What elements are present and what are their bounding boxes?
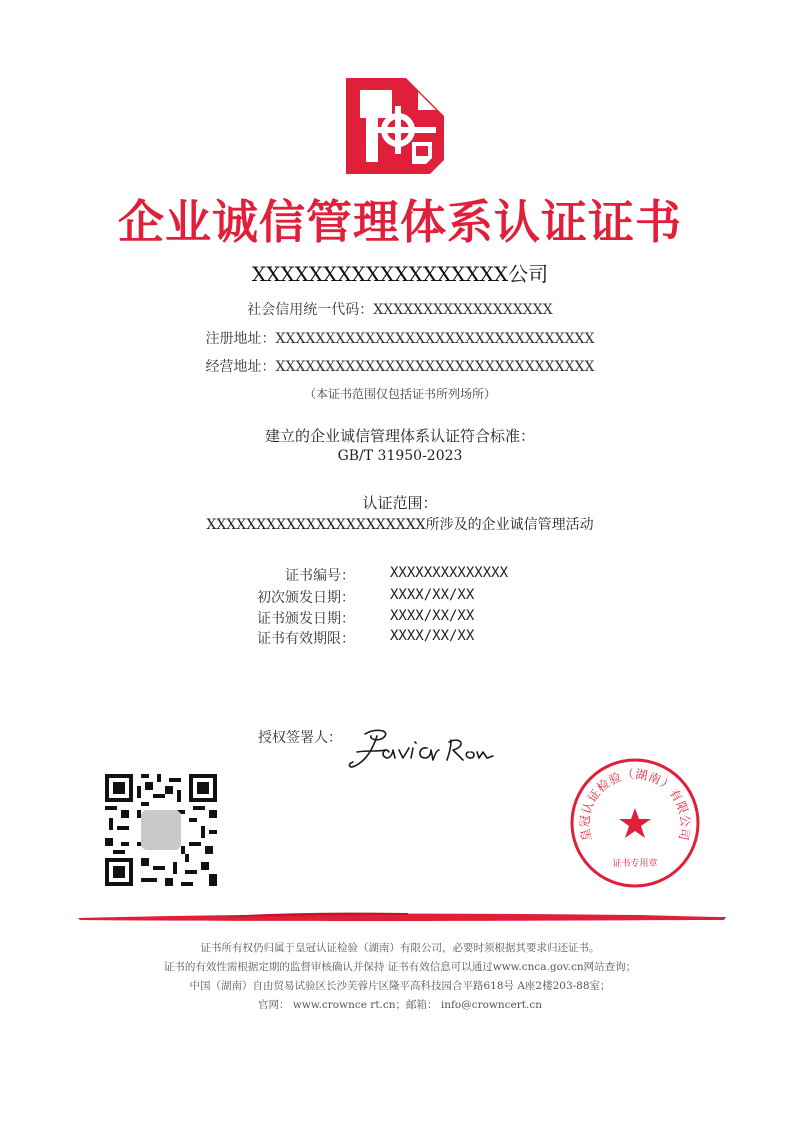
registered-address-row <box>0 328 800 348</box>
footer-line-contact: 官网： www.crownce rt.cn；邮箱： info@crowncert.cn <box>258 999 542 1011</box>
handwritten-signature-icon <box>345 722 495 774</box>
initial-issue-date-label: 初次颁发日期： <box>257 590 355 606</box>
seal-org-text: 皇冠认证检验（湖南）有限公司 <box>577 767 693 843</box>
certificate-number-value: XXXXXXXXXXXXXX <box>390 565 509 581</box>
expiry-date-value: XXXX/XX/XX <box>390 628 475 644</box>
seal-bottom-text: 证书专用章 <box>612 859 658 869</box>
business-address-label: 经营地址： <box>205 359 276 375</box>
registered-address-value: XXXXXXXXXXXXXXXXXXXXXXXXXXXXXXXX <box>275 331 595 347</box>
brand-logo-icon <box>346 78 444 174</box>
issue-date-value: XXXX/XX/XX <box>390 608 475 624</box>
footer-line-validity: 证书的有效性需根据定期的监督审核确认并保持 证书有效信息可以通过www.cnca.gov.cn网站查询； <box>163 961 637 973</box>
footer-line-address: 中国（湖南）自由贸易试验区长沙芙蓉片区隆平高科技园合平路618号 A座2楼203-88室； <box>189 980 611 992</box>
scope-label: 认证范围： <box>362 494 438 512</box>
standard-value: GB/T 31950-2023 <box>337 448 463 464</box>
credit-code-row <box>0 299 800 319</box>
registered-address-label: 注册地址： <box>205 331 276 347</box>
business-address-value: XXXXXXXXXXXXXXXXXXXXXXXXXXXXXXXX <box>275 359 595 375</box>
official-seal-icon <box>568 756 702 890</box>
business-address-row <box>0 356 800 376</box>
initial-issue-date-value: XXXX/XX/XX <box>390 587 475 603</box>
company-name: XXXXXXXXXXXXXXXXXX公司 <box>251 262 549 286</box>
issue-date-label: 证书颁发日期： <box>257 611 355 627</box>
scope-note: （本证书范围仅包括证书所列场所） <box>303 387 496 401</box>
signatory-label: 授权签署人： <box>258 730 342 746</box>
qr-code-icon <box>105 774 217 886</box>
scope-value: XXXXXXXXXXXXXXXXXXXXXX所涉及的企业诚信管理活动 <box>206 517 594 533</box>
standard-label: 建立的企业诚信管理体系认证符合标准： <box>264 427 535 445</box>
expiry-date-label: 证书有效期限： <box>257 631 355 647</box>
brush-divider <box>78 910 726 924</box>
credit-code-value: XXXXXXXXXXXXXXXXXX <box>373 302 553 318</box>
certificate-number-label: 证书编号： <box>285 568 355 584</box>
footer-line-ownership: 证书所有权仍归属于皇冠认证检验（湖南）有限公司，必要时须根据其要求归还证书。 <box>200 942 600 954</box>
certificate-title: 企业诚信管理体系认证证书 <box>118 195 682 249</box>
credit-code-label: 社会信用统一代码： <box>247 302 374 318</box>
